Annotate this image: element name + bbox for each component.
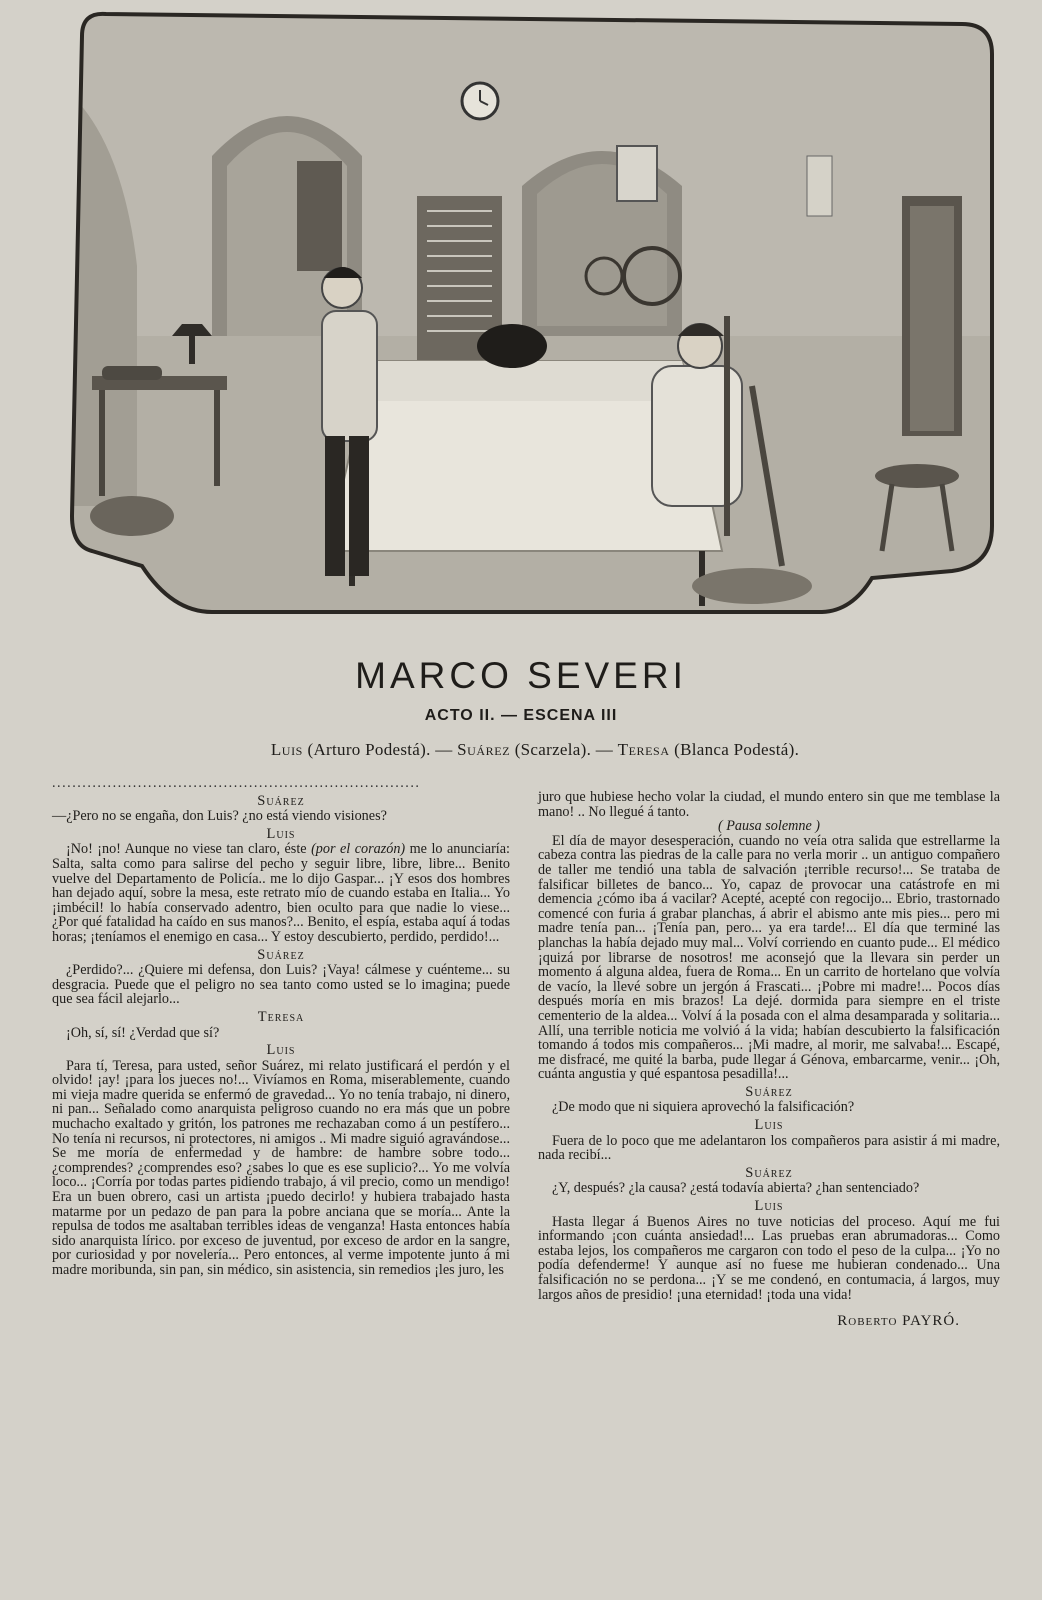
act-scene-subtitle: ACTO II. — ESCENA III xyxy=(424,707,618,724)
cast-list xyxy=(150,740,920,760)
cast-actor: (Arturo Podestá). xyxy=(307,740,431,759)
illustration-drawing xyxy=(62,6,1012,622)
cast-character: Teresa xyxy=(617,740,670,759)
stage-direction: ( Pausa solemne ) xyxy=(717,818,821,835)
author-signature xyxy=(538,1314,960,1329)
author-first-name: Roberto xyxy=(837,1313,898,1330)
scene-illustration xyxy=(62,6,1012,622)
cast-character: Suárez xyxy=(457,740,511,759)
speaker-name: Luis xyxy=(754,1198,784,1215)
dialogue-paragraph: Fuera de lo poco que me adelantaron los compañeros para asistir á mi madre, nada recibí... xyxy=(538,1132,1000,1164)
dialogue-paragraph: Para tí, Teresa, para usted, señor Suárez, mi relato justificará el perdón y el olvido! ¡ay! ¡para los jueces no!... Vivíamos en Roma, miserablemente, cuando mi vieja madre querida se enfermó de gravedad... Yo no tenía trabajo, ni dinero, ni pan... Señalado como anarquista peligroso cuando no era más que un pobre muchacho exaltado y gritón, los patrones me rechazaban como á un pestífero... No tenía ni recursos, ni protectores, ni amigos .. Mi madre siguió agravándose... Se me moría de enfermedad y de hambre: de hambre sobre todo... ¿comprendes? ¿comprendes eso? ¿sabes lo que es ese suplicio?... Yo me volvía loco... ¡Corría por todas partes pidiendo trabajo, á vil precio, como un mendigo! Era un buen obrero, casi un artista ¡puedo decirlo! y hubiera trabajado hasta matarme por un pedazo de pan para la pobre anciana que se moría... Ante la repulsa de todos me asaltaban terribles ideas de venganza! Hasta entonces había sido anarquista lírico. por exceso de juventud, por exceso de ardor en la sangre, por curiosidad y por novelería... Pero entonces, al verme impotente junto á mi madre moribunda, sin pan, sin médico, sin asistencia, sin remedios ¡les juro, les xyxy=(52,1057,510,1278)
speaker-name: Suárez xyxy=(745,1164,793,1181)
dialogue-paragraph: —¿Pero no se engaña, don Luis? ¿no está viendo visiones? xyxy=(52,808,387,825)
dialogue-paragraph: Hasta llegar á Buenos Aires no tuve noticias del proceso. Aquí me fui informando ¡con cuánta ansiedad!... Las pruebas eran abrumadoras... Como estaba lejos, los compañeros me cargaron con todo el peso de la culpa... ¡Yo no podía defenderme! Y aunque así no fuese me hubieran condenado... Una falsificación no se perdona... ¡Y se me condenó, en contumacia, á largos, muy largos años de presidio! ¡una eternidad! ¡toda una vida! xyxy=(538,1213,1000,1303)
speaker-name: Suárez xyxy=(257,946,305,963)
author-last-name: PAYRÓ. xyxy=(902,1313,960,1330)
speaker-name: Luis xyxy=(754,1117,784,1134)
dialogue-text: ¡No! ¡no! Aunque no viese tan claro, éste xyxy=(66,841,312,858)
dialogue-paragraph: ¡Oh, sí, sí! ¿Verdad que sí? xyxy=(66,1024,220,1041)
cast-character: Luis xyxy=(270,740,303,759)
cast-separator: — xyxy=(595,740,614,759)
dialogue-paragraph: ¿De modo que ni siquiera aprovechó la falsificación? xyxy=(552,1099,855,1116)
speaker-name: Luis xyxy=(266,1042,296,1059)
cast-actor: (Blanca Podestá). xyxy=(674,740,800,759)
dialogue-paragraph: El día de mayor desesperación, cuando no veía otra salida que estrellarme la cabeza contra las piedras de la calle para no verla morir .. un antiguo compañero de taller me tendió una tabla de salvación ¡terrible recurso!... Se trataba de falsificar billetes de banco... Yo, capaz de provocar una catástrofe en mi demencia ¿cómo iba á vacilar? Acepté, acepté con regocijo... Ebrio, trastornado comencé con furia á grabar planchas, á abrir el abismo ante mis pies... pero mi madre tenía pan... ¡Tenía pan, pero... ya era tarde!... El día que terminé las planchas la había dejado muy mal... Volví corriendo en cuanto pude... El médico ¡quizá por librarse de nosotros! me aconsejó que la llevara sin perder un momento á alguna aldea, fuera de Roma... En un carrito de hortelano que volvía de vacío, la llevé sobre un jergón á Frascati... ¡Pobre mi madre!... Pocos días después moría en mis brazos! La dejé. dormida para siempre en el triste cementerio de la aldea... Volví á la posada con el alma desamparada y solitaria... Allí, una terrible noticia me volvió á la vida; habían descubierto la falsificación tomando á todos mis compañeros... ¡Mi madre, al morir, me salvaba!... Escapé, me disfracé, me quité la barba, pude llegar á Génova, embarcarme, venir... ¡Oh, cuánta angustia y qué espantosa pesadilla!... xyxy=(538,832,1000,1083)
right-column xyxy=(538,790,1000,1329)
speaker-name: Suárez xyxy=(745,1083,793,1100)
speaker-name: Luis xyxy=(266,825,296,842)
stage-direction: (por el corazón) xyxy=(311,841,406,858)
cast-actor: (Scarzela). xyxy=(514,740,592,759)
cast-separator: — xyxy=(435,740,453,759)
dotted-rule: ......................................................................... xyxy=(52,776,421,791)
dialogue-text: me lo anunciaría: Salta, salta como para salirse del pecho y seguir libre, libre, libre... Benito vuelve del Departamento de Policía.. me lo dijo Gaspar... ¡Y esos dos hombres han dejado aquí, sobre la mesa, este retrato mío de cuando estaba en Italia... Yo ¡imbécil! lo había conservado adentro, bien oculto para que nadie lo viese... ¿Por qué fatalidad ha caído en sus manos?... Benito, el espía, estaba aquí á todas horas; ¡teníamos el enemigo en casa... Y estoy descubierto, perdido, perdido!... xyxy=(52,841,510,945)
dialogue-paragraph: ¿Y, después? ¿la causa? ¿está todavía abierta? ¿han sentenciado? xyxy=(552,1180,920,1197)
speaker-name: Teresa xyxy=(257,1008,305,1025)
left-column xyxy=(52,776,510,1278)
dialogue-paragraph xyxy=(52,842,510,944)
speaker-name: Suárez xyxy=(257,792,305,809)
article-title: MARCO SEVERI xyxy=(355,655,687,696)
dialogue-paragraph: ¿Perdido?... ¿Quiere mi defensa, don Luis? ¡Vaya! cálmese y cuénteme... su desgracia. Puede que el peligro no sea tanto como usted se lo imagina; puede que sea fácil alejarlo... xyxy=(52,962,510,1008)
dialogue-paragraph: juro que hubiese hecho volar la ciudad, el mundo entero sin que me temblase la mano! .. No llegué á tanto. xyxy=(538,789,1000,820)
